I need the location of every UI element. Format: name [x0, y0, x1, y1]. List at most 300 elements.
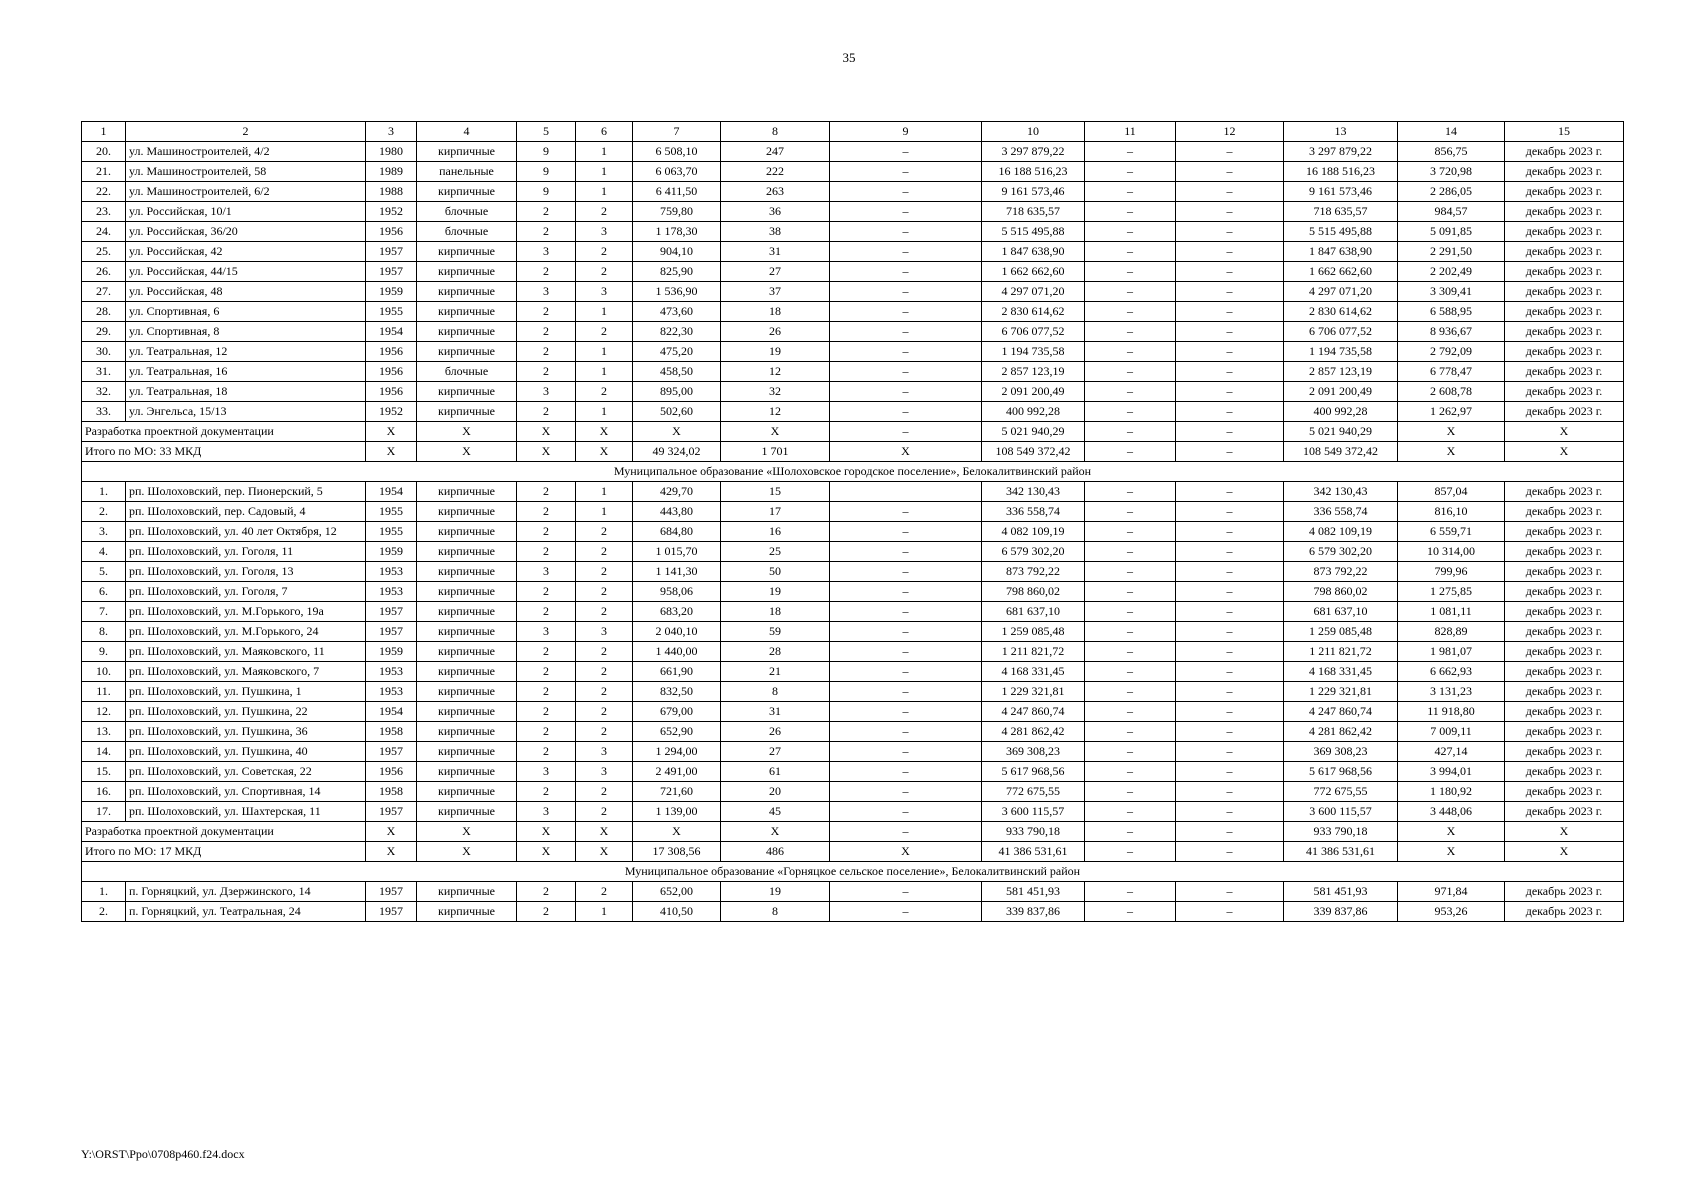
- table-row: [82, 242, 1624, 262]
- cell-col-5: 2: [517, 522, 576, 542]
- total-row-col-9: Х: [830, 842, 982, 862]
- cell-col-9: –: [830, 202, 982, 222]
- cell-col-12: –: [1176, 182, 1284, 202]
- design-docs-row-col-10: 933 790,18: [982, 822, 1085, 842]
- cell-col-10: 369 308,23: [982, 742, 1085, 762]
- cell-col-12: –: [1176, 602, 1284, 622]
- cell-col-3: 1952: [366, 202, 417, 222]
- cell-col-3: 1989: [366, 162, 417, 182]
- cell-col-7: 1 536,90: [633, 282, 721, 302]
- cell-col-5: 2: [517, 482, 576, 502]
- design-docs-row-col-10: 5 021 940,29: [982, 422, 1085, 442]
- design-docs-row-col-15: Х: [1505, 822, 1624, 842]
- column-header-2: 2: [126, 122, 366, 142]
- page-number: 35: [842, 50, 856, 65]
- cell-col-3: 1956: [366, 222, 417, 242]
- cell-col-1: 5.: [82, 562, 126, 582]
- cell-col-3: 1955: [366, 502, 417, 522]
- cell-col-15: декабрь 2023 г.: [1505, 142, 1624, 162]
- cell-col-12: –: [1176, 482, 1284, 502]
- cell-col-12: –: [1176, 782, 1284, 802]
- cell-col-14: 3 994,01: [1398, 762, 1505, 782]
- table-row: [82, 902, 1624, 922]
- cell-col-9: –: [830, 402, 982, 422]
- cell-col-1: 25.: [82, 242, 126, 262]
- cell-col-15: декабрь 2023 г.: [1505, 522, 1624, 542]
- cell-col-11: –: [1085, 362, 1176, 382]
- table-row: [82, 202, 1624, 222]
- table-row: [82, 342, 1624, 362]
- cell-col-1: 6.: [82, 582, 126, 602]
- cell-col-5: 2: [517, 202, 576, 222]
- table-row: [82, 322, 1624, 342]
- cell-col-4: кирпичные: [417, 322, 517, 342]
- cell-col-5: 3: [517, 762, 576, 782]
- cell-col-5: 3: [517, 242, 576, 262]
- cell-col-13: 1 662 662,60: [1284, 262, 1398, 282]
- cell-col-12: –: [1176, 242, 1284, 262]
- cell-col-10: 6 579 302,20: [982, 542, 1085, 562]
- cell-col-2: ул. Российская, 48: [126, 282, 366, 302]
- table-row: [82, 162, 1624, 182]
- cell-col-15: декабрь 2023 г.: [1505, 582, 1624, 602]
- cell-col-3: 1953: [366, 682, 417, 702]
- design-docs-row: [82, 822, 1624, 842]
- cell-col-7: 1 294,00: [633, 742, 721, 762]
- cell-col-15: декабрь 2023 г.: [1505, 802, 1624, 822]
- cell-col-1: 29.: [82, 322, 126, 342]
- total-row-col-8: 486: [721, 842, 830, 862]
- cell-col-1: 1.: [82, 482, 126, 502]
- cell-col-14: 3 720,98: [1398, 162, 1505, 182]
- cell-col-3: 1956: [366, 382, 417, 402]
- cell-col-14: 2 286,05: [1398, 182, 1505, 202]
- cell-col-15: декабрь 2023 г.: [1505, 482, 1624, 502]
- cell-col-6: 3: [576, 222, 633, 242]
- cell-col-15: декабрь 2023 г.: [1505, 162, 1624, 182]
- cell-col-14: 828,89: [1398, 622, 1505, 642]
- cell-col-9: –: [830, 262, 982, 282]
- cell-col-12: –: [1176, 222, 1284, 242]
- cell-col-13: 336 558,74: [1284, 502, 1398, 522]
- cell-col-9: –: [830, 602, 982, 622]
- cell-col-9: –: [830, 162, 982, 182]
- cell-col-1: 30.: [82, 342, 126, 362]
- cell-col-11: –: [1085, 502, 1176, 522]
- cell-col-11: –: [1085, 542, 1176, 562]
- cell-col-6: 2: [576, 242, 633, 262]
- column-header-12: 12: [1176, 122, 1284, 142]
- cell-col-6: 3: [576, 762, 633, 782]
- cell-col-6: 1: [576, 402, 633, 422]
- cell-col-11: –: [1085, 742, 1176, 762]
- cell-col-15: декабрь 2023 г.: [1505, 682, 1624, 702]
- cell-col-8: 32: [721, 382, 830, 402]
- cell-col-8: 38: [721, 222, 830, 242]
- cell-col-11: –: [1085, 902, 1176, 922]
- cell-col-4: кирпичные: [417, 402, 517, 422]
- cell-col-12: –: [1176, 322, 1284, 342]
- cell-col-4: блочные: [417, 222, 517, 242]
- cell-col-6: 2: [576, 542, 633, 562]
- cell-col-14: 984,57: [1398, 202, 1505, 222]
- total-row-col-13: 108 549 372,42: [1284, 442, 1398, 462]
- design-docs-row-col-7: Х: [633, 422, 721, 442]
- cell-col-5: 2: [517, 882, 576, 902]
- cell-col-11: –: [1085, 882, 1176, 902]
- cell-col-6: 2: [576, 522, 633, 542]
- cell-col-15: декабрь 2023 г.: [1505, 722, 1624, 742]
- cell-col-1: 31.: [82, 362, 126, 382]
- cell-col-13: 400 992,28: [1284, 402, 1398, 422]
- cell-col-8: 247: [721, 142, 830, 162]
- cell-col-7: 1 141,30: [633, 562, 721, 582]
- cell-col-14: 857,04: [1398, 482, 1505, 502]
- cell-col-13: 2 830 614,62: [1284, 302, 1398, 322]
- cell-col-14: 6 662,93: [1398, 662, 1505, 682]
- cell-col-11: –: [1085, 722, 1176, 742]
- cell-col-1: 8.: [82, 622, 126, 642]
- total-row-col-11: –: [1085, 842, 1176, 862]
- cell-col-8: 8: [721, 682, 830, 702]
- cell-col-5: 3: [517, 562, 576, 582]
- cell-col-14: 2 202,49: [1398, 262, 1505, 282]
- cell-col-10: 1 847 638,90: [982, 242, 1085, 262]
- cell-col-2: ул. Энгельса, 15/13: [126, 402, 366, 422]
- cell-col-6: 1: [576, 502, 633, 522]
- cell-col-10: 4 247 860,74: [982, 702, 1085, 722]
- cell-col-11: –: [1085, 382, 1176, 402]
- cell-col-8: 61: [721, 762, 830, 782]
- cell-col-15: декабрь 2023 г.: [1505, 562, 1624, 582]
- cell-col-5: 3: [517, 802, 576, 822]
- cell-col-1: 4.: [82, 542, 126, 562]
- total-row-col-10: 41 386 531,61: [982, 842, 1085, 862]
- cell-col-10: 342 130,43: [982, 482, 1085, 502]
- cell-col-3: 1953: [366, 562, 417, 582]
- cell-col-6: 1: [576, 362, 633, 382]
- design-docs-row-label: Разработка проектной документации: [82, 822, 366, 842]
- cell-col-7: 822,30: [633, 322, 721, 342]
- cell-col-6: 1: [576, 302, 633, 322]
- cell-col-3: 1956: [366, 362, 417, 382]
- cell-col-11: –: [1085, 762, 1176, 782]
- total-row-col-6: Х: [576, 442, 633, 462]
- cell-col-6: 2: [576, 662, 633, 682]
- cell-col-10: 1 229 321,81: [982, 682, 1085, 702]
- cell-col-2: ул. Спортивная, 8: [126, 322, 366, 342]
- table-row: [82, 722, 1624, 742]
- cell-col-9: –: [830, 662, 982, 682]
- total-row-col-3: Х: [366, 842, 417, 862]
- cell-col-13: 339 837,86: [1284, 902, 1398, 922]
- cell-col-13: 342 130,43: [1284, 482, 1398, 502]
- cell-col-13: 681 637,10: [1284, 602, 1398, 622]
- cell-col-15: декабрь 2023 г.: [1505, 362, 1624, 382]
- cell-col-15: декабрь 2023 г.: [1505, 602, 1624, 622]
- cell-col-13: 3 297 879,22: [1284, 142, 1398, 162]
- cell-col-15: декабрь 2023 г.: [1505, 262, 1624, 282]
- cell-col-4: блочные: [417, 202, 517, 222]
- cell-col-6: 2: [576, 702, 633, 722]
- cell-col-15: декабрь 2023 г.: [1505, 282, 1624, 302]
- cell-col-12: –: [1176, 202, 1284, 222]
- total-row-col-4: Х: [417, 842, 517, 862]
- cell-col-12: –: [1176, 522, 1284, 542]
- cell-col-11: –: [1085, 582, 1176, 602]
- cell-col-12: –: [1176, 262, 1284, 282]
- cell-col-8: 21: [721, 662, 830, 682]
- table-row: [82, 682, 1624, 702]
- cell-col-4: кирпичные: [417, 562, 517, 582]
- total-row-col-15: Х: [1505, 442, 1624, 462]
- design-docs-row-col-4: Х: [417, 422, 517, 442]
- total-row-col-7: 17 308,56: [633, 842, 721, 862]
- cell-col-14: 2 291,50: [1398, 242, 1505, 262]
- cell-col-7: 1 440,00: [633, 642, 721, 662]
- cell-col-4: кирпичные: [417, 502, 517, 522]
- total-row-col-15: Х: [1505, 842, 1624, 862]
- table-body: [82, 122, 1624, 922]
- cell-col-11: –: [1085, 682, 1176, 702]
- total-row-col-14: Х: [1398, 442, 1505, 462]
- table-row: [82, 522, 1624, 542]
- cell-col-10: 3 297 879,22: [982, 142, 1085, 162]
- cell-col-15: декабрь 2023 г.: [1505, 202, 1624, 222]
- design-docs-row-col-12: –: [1176, 422, 1284, 442]
- cell-col-7: 443,80: [633, 502, 721, 522]
- cell-col-10: 1 259 085,48: [982, 622, 1085, 642]
- cell-col-7: 825,90: [633, 262, 721, 282]
- cell-col-7: 679,00: [633, 702, 721, 722]
- cell-col-15: декабрь 2023 г.: [1505, 882, 1624, 902]
- cell-col-5: 2: [517, 302, 576, 322]
- cell-col-12: –: [1176, 562, 1284, 582]
- cell-col-1: 21.: [82, 162, 126, 182]
- cell-col-7: 475,20: [633, 342, 721, 362]
- design-docs-row-col-12: –: [1176, 822, 1284, 842]
- cell-col-5: 2: [517, 602, 576, 622]
- column-header-10: 10: [982, 122, 1085, 142]
- cell-col-10: 9 161 573,46: [982, 182, 1085, 202]
- cell-col-14: 7 009,11: [1398, 722, 1505, 742]
- cell-col-12: –: [1176, 402, 1284, 422]
- total-row-col-5: Х: [517, 442, 576, 462]
- total-row-col-7: 49 324,02: [633, 442, 721, 462]
- cell-col-7: 683,20: [633, 602, 721, 622]
- cell-col-4: кирпичные: [417, 382, 517, 402]
- design-docs-row-col-9: –: [830, 822, 982, 842]
- cell-col-6: 2: [576, 582, 633, 602]
- design-docs-row-col-5: Х: [517, 822, 576, 842]
- table-row: [82, 742, 1624, 762]
- cell-col-7: 652,90: [633, 722, 721, 742]
- cell-col-1: 1.: [82, 882, 126, 902]
- cell-col-14: 3 131,23: [1398, 682, 1505, 702]
- cell-col-6: 2: [576, 802, 633, 822]
- cell-col-13: 6 706 077,52: [1284, 322, 1398, 342]
- column-header-9: 9: [830, 122, 982, 142]
- cell-col-4: кирпичные: [417, 642, 517, 662]
- cell-col-11: –: [1085, 642, 1176, 662]
- table-row: [82, 362, 1624, 382]
- cell-col-10: 581 451,93: [982, 882, 1085, 902]
- cell-col-3: 1956: [366, 762, 417, 782]
- column-header-7: 7: [633, 122, 721, 142]
- cell-col-12: –: [1176, 762, 1284, 782]
- cell-col-15: декабрь 2023 г.: [1505, 662, 1624, 682]
- cell-col-11: –: [1085, 802, 1176, 822]
- cell-col-15: декабрь 2023 г.: [1505, 242, 1624, 262]
- cell-col-3: 1957: [366, 262, 417, 282]
- cell-col-8: 45: [721, 802, 830, 822]
- cell-col-2: рп. Шолоховский, ул. Гоголя, 7: [126, 582, 366, 602]
- cell-col-13: 4 168 331,45: [1284, 662, 1398, 682]
- cell-col-2: рп. Шолоховский, ул. М.Горького, 19а: [126, 602, 366, 622]
- cell-col-5: 9: [517, 182, 576, 202]
- table-row: [82, 262, 1624, 282]
- cell-col-4: кирпичные: [417, 582, 517, 602]
- table-row: [82, 702, 1624, 722]
- cell-col-10: 873 792,22: [982, 562, 1085, 582]
- cell-col-14: 5 091,85: [1398, 222, 1505, 242]
- total-row-col-14: Х: [1398, 842, 1505, 862]
- cell-col-2: ул. Российская, 10/1: [126, 202, 366, 222]
- cell-col-3: 1958: [366, 782, 417, 802]
- cell-col-2: рп. Шолоховский, ул. Маяковского, 11: [126, 642, 366, 662]
- cell-col-4: кирпичные: [417, 142, 517, 162]
- cell-col-6: 1: [576, 342, 633, 362]
- design-docs-row-col-6: Х: [576, 422, 633, 442]
- cell-col-5: 2: [517, 542, 576, 562]
- cell-col-2: рп. Шолоховский, ул. Спортивная, 14: [126, 782, 366, 802]
- cell-col-10: 2 830 614,62: [982, 302, 1085, 322]
- cell-col-11: –: [1085, 562, 1176, 582]
- table-row: [82, 602, 1624, 622]
- municipality-header-title: Муниципальное образование «Горняцкое сельское поселение», Белокалитвинский район: [82, 862, 1624, 882]
- cell-col-2: п. Горняцкий, ул. Дзержинского, 14: [126, 882, 366, 902]
- cell-col-14: 1 081,11: [1398, 602, 1505, 622]
- cell-col-9: –: [830, 282, 982, 302]
- cell-col-8: 8: [721, 902, 830, 922]
- cell-col-1: 28.: [82, 302, 126, 322]
- cell-col-5: 3: [517, 622, 576, 642]
- cell-col-13: 9 161 573,46: [1284, 182, 1398, 202]
- cell-col-9: –: [830, 762, 982, 782]
- cell-col-9: –: [830, 542, 982, 562]
- cell-col-4: кирпичные: [417, 302, 517, 322]
- cell-col-3: 1953: [366, 582, 417, 602]
- cell-col-6: 3: [576, 282, 633, 302]
- cell-col-2: ул. Машиностроителей, 58: [126, 162, 366, 182]
- cell-col-8: 27: [721, 742, 830, 762]
- cell-col-1: 2.: [82, 902, 126, 922]
- cell-col-15: декабрь 2023 г.: [1505, 222, 1624, 242]
- cell-col-12: –: [1176, 582, 1284, 602]
- cell-col-3: 1959: [366, 542, 417, 562]
- cell-col-4: кирпичные: [417, 602, 517, 622]
- cell-col-1: 14.: [82, 742, 126, 762]
- cell-col-10: 5 515 495,88: [982, 222, 1085, 242]
- cell-col-13: 581 451,93: [1284, 882, 1398, 902]
- cell-col-1: 33.: [82, 402, 126, 422]
- cell-col-6: 3: [576, 742, 633, 762]
- cell-col-9: –: [830, 242, 982, 262]
- cell-col-2: п. Горняцкий, ул. Театральная, 24: [126, 902, 366, 922]
- cell-col-4: кирпичные: [417, 342, 517, 362]
- cell-col-9: –: [830, 682, 982, 702]
- cell-col-1: 12.: [82, 702, 126, 722]
- cell-col-9: –: [830, 322, 982, 342]
- housing-table: [81, 121, 1624, 922]
- cell-col-6: 1: [576, 142, 633, 162]
- cell-col-5: 9: [517, 142, 576, 162]
- cell-col-7: 6 063,70: [633, 162, 721, 182]
- cell-col-8: 20: [721, 782, 830, 802]
- design-docs-row-col-13: 5 021 940,29: [1284, 422, 1398, 442]
- cell-col-2: рп. Шолоховский, ул. Советская, 22: [126, 762, 366, 782]
- cell-col-11: –: [1085, 522, 1176, 542]
- cell-col-11: –: [1085, 162, 1176, 182]
- cell-col-2: рп. Шолоховский, ул. 40 лет Октября, 12: [126, 522, 366, 542]
- cell-col-2: ул. Машиностроителей, 4/2: [126, 142, 366, 162]
- table-row: [82, 482, 1624, 502]
- design-docs-row-col-14: Х: [1398, 822, 1505, 842]
- cell-col-12: –: [1176, 622, 1284, 642]
- cell-col-3: 1957: [366, 742, 417, 762]
- cell-col-1: 15.: [82, 762, 126, 782]
- column-header-8: 8: [721, 122, 830, 142]
- cell-col-10: 2 091 200,49: [982, 382, 1085, 402]
- cell-col-11: –: [1085, 262, 1176, 282]
- cell-col-1: 17.: [82, 802, 126, 822]
- cell-col-7: 502,60: [633, 402, 721, 422]
- cell-col-14: 1 262,97: [1398, 402, 1505, 422]
- cell-col-8: 19: [721, 882, 830, 902]
- cell-col-10: 1 194 735,58: [982, 342, 1085, 362]
- design-docs-row-col-13: 933 790,18: [1284, 822, 1398, 842]
- design-docs-row-col-15: Х: [1505, 422, 1624, 442]
- cell-col-14: 427,14: [1398, 742, 1505, 762]
- cell-col-4: панельные: [417, 162, 517, 182]
- cell-col-8: 16: [721, 522, 830, 542]
- table-row: [82, 182, 1624, 202]
- cell-col-5: 2: [517, 342, 576, 362]
- cell-col-9: –: [830, 642, 982, 662]
- table-header-row: [82, 122, 1624, 142]
- cell-col-10: 4 297 071,20: [982, 282, 1085, 302]
- cell-col-1: 32.: [82, 382, 126, 402]
- cell-col-14: 1 981,07: [1398, 642, 1505, 662]
- cell-col-8: 18: [721, 602, 830, 622]
- cell-col-6: 1: [576, 162, 633, 182]
- cell-col-11: –: [1085, 702, 1176, 722]
- cell-col-11: –: [1085, 622, 1176, 642]
- cell-col-13: 1 211 821,72: [1284, 642, 1398, 662]
- cell-col-4: кирпичные: [417, 762, 517, 782]
- cell-col-11: –: [1085, 222, 1176, 242]
- cell-col-8: 19: [721, 342, 830, 362]
- cell-col-1: 20.: [82, 142, 126, 162]
- cell-col-6: 2: [576, 382, 633, 402]
- cell-col-4: кирпичные: [417, 882, 517, 902]
- cell-col-2: рп. Шолоховский, ул. Пушкина, 40: [126, 742, 366, 762]
- cell-col-13: 4 247 860,74: [1284, 702, 1398, 722]
- cell-col-15: декабрь 2023 г.: [1505, 782, 1624, 802]
- total-row: [82, 842, 1624, 862]
- cell-col-15: декабрь 2023 г.: [1505, 502, 1624, 522]
- design-docs-row-col-14: Х: [1398, 422, 1505, 442]
